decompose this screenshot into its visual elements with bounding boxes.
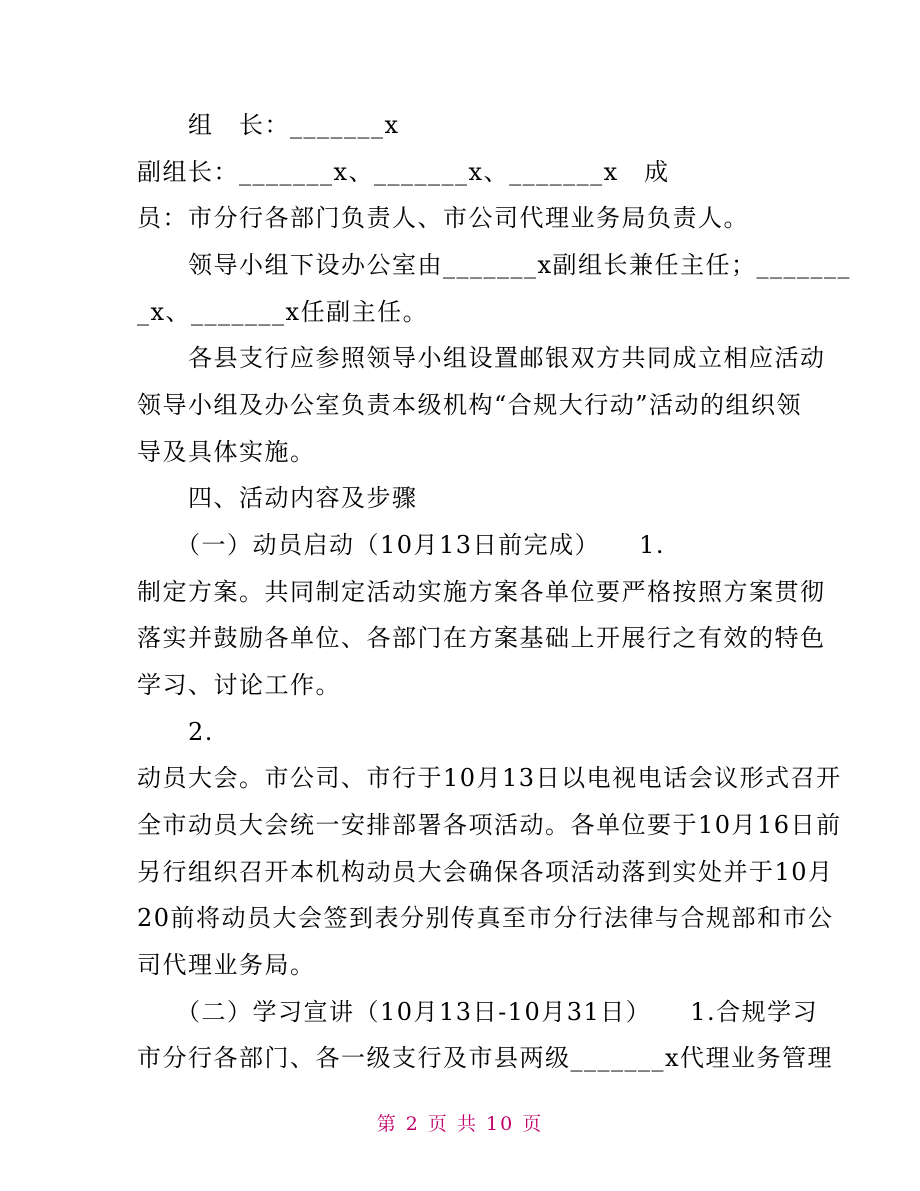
section-heading-4: 四、活动内容及步骤 xyxy=(137,484,418,512)
body-line-deputy-leaders: 副组长：_______x、_______x、_______x 成 xyxy=(137,158,670,186)
body-line-leader: 组 长：_______x xyxy=(137,111,400,139)
subsection-heading-1: （一）动员启动（10月13日前完成） 1. xyxy=(137,531,665,559)
body-line-office-cont: _x、_______x任副主任。 xyxy=(137,298,429,326)
body-line-county-3: 导及具体实施。 xyxy=(137,438,316,466)
body-line-county-1: 各县支行应参照领导小组设置邮银双方共同成立相应活动 xyxy=(137,344,826,372)
subsection-heading-2: （二）学习宣讲（10月13日-10月31日） 1.合规学习 xyxy=(137,998,819,1026)
body-line-plan-1: 制定方案。共同制定活动实施方案各单位要严格按照方案贯彻 xyxy=(137,578,826,606)
body-line-study-1: 市分行各部门、各一级支行及市县两级_______x代理业务管理 xyxy=(137,1044,834,1072)
page-number-footer: 第 2 页 共 10 页 xyxy=(376,1113,544,1135)
body-line-meeting-5: 司代理业务局。 xyxy=(137,951,316,979)
body-line-meeting-1: 动员大会。市公司、市行于10月13日以电视电话会议形式召开 xyxy=(137,764,842,792)
body-line-meeting-3: 另行组织召开本机构动员大会确保各项活动落到实处并于10月 xyxy=(137,858,834,886)
body-line-meeting-4: 20前将动员大会签到表分别传真至市分行法律与合规部和市公 xyxy=(137,904,834,932)
body-line-office: 领导小组下设办公室由_______x副组长兼任主任；_______ xyxy=(137,251,852,279)
body-line-members: 员：市分行各部门负责人、市公司代理业务局负责人。 xyxy=(137,204,749,232)
body-line-meeting-2: 全市动员大会统一安排部署各项活动。各单位要于10月16日前 xyxy=(137,811,842,839)
body-line-county-2: 领导小组及办公室负责本级机构“合规大行动”活动的组织领 xyxy=(137,391,803,419)
item-number-2: 2. xyxy=(137,718,214,746)
body-line-plan-3: 学习、讨论工作。 xyxy=(137,671,341,699)
body-line-plan-2: 落实并鼓励各单位、各部门在方案基础上开展行之有效的特色 xyxy=(137,624,826,652)
